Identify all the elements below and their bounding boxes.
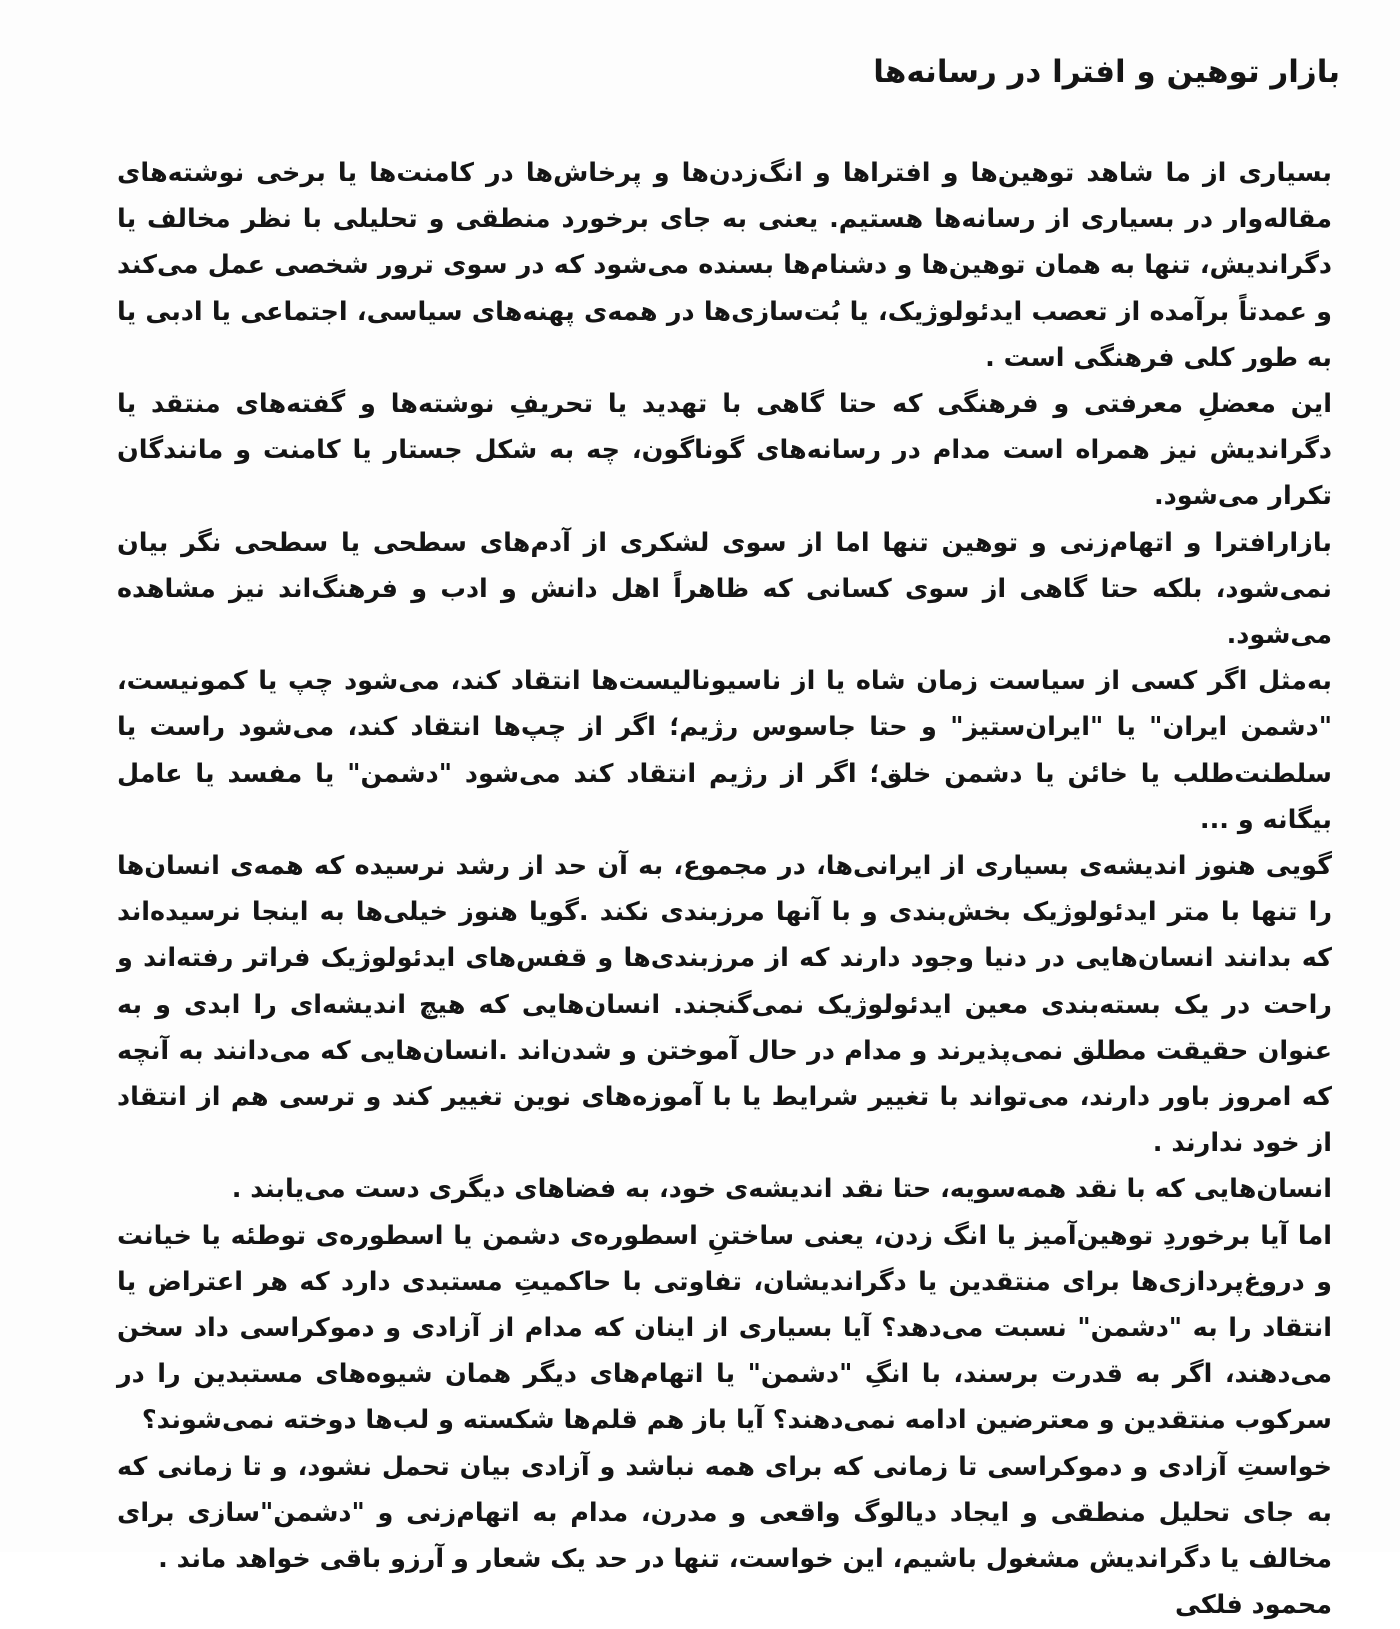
author-signature: محمود فلکی: [1175, 1590, 1332, 1621]
paragraph-8: خواستِ آزادی و دموکراسی تا زمانی که برای همه نباشد و آزادی بیان تحمل نشود، و تا زمانی که به جای تحلیل منطقی و ایجاد دیالوگ واقعی و مدرن، مدام به اتهام‌زنی و "دشمن"سازی برای مخالف یا دگراندیش مشغول باشیم، این خواست، تنها در حد یک شعار و آرزو باقی خواهد ماند .: [117, 1451, 1332, 1575]
paragraph-3: بازارافترا و اتهام‌زنی و توهین تنها اما از سوی لشکری از آدم‌های سطحی یا سطحی نگر بیان نمی‌شود، بلکه حتا گاهی از سوی کسانی که ظاهراً اهل دانش و ادب و فرهنگ‌اند نیز مشاهده می‌شود.: [117, 527, 1332, 651]
paragraph-1: بسیاری از ما شاهد توهین‌ها و افتراها و انگ‌زدن‌ها و پرخاش‌ها در کامنت‌ها یا برخی نوشته‌های مقاله‌وار در بسیاری از رسانه‌ها هستیم. یعنی به جای برخورد منطقی و تحلیلی با نظر مخالف یا دگراندیش، تنها به همان توهین‌ها و دشنام‌ها بسنده می‌شود که در سوی ترور شخصی عمل می‌کند و عمدتاً برآمده از تعصب ایدئولوژیک، یا بُت‌سازی‌ها در همه‌ی پهنه‌های سیاسی، اجتماعی یا ادبی یا به طور کلی فرهنگی است .: [117, 158, 1332, 373]
paragraph-6: انسان‌هایی که با نقد همه‌سویه، حتا نقد اندیشه‌ی خود، به فضاهای دیگری دست می‌یابند .: [231, 1174, 1332, 1205]
article-title: بازار توهین و افترا در رسانه‌ها: [873, 54, 1340, 90]
paragraph-4: به‌مثل اگر کسی از سیاست زمان شاه یا از ناسیونالیست‌ها انتقاد کند، می‌شود چپ یا کمونیست، "دشمن ایران" یا "ایران‌ستیز" و حتا جاسوس رژیم؛ اگر از چپ‌ها انتقاد کند، می‌شود راست یا سلطنت‌طلب یا خائن یا دشمن خلق؛ اگر از رژیم انتقاد کند می‌شود "دشمن" یا مفسد یا عامل بیگانه و ...: [117, 666, 1332, 835]
paragraph-5: گویی هنوز اندیشه‌ی بسیاری از ایرانی‌ها، در مجموع، به آن حد از رشد نرسیده که همه‌ی انسان‌ها را تنها با متر ایدئولوژیک بخش‌بندی و با آنها مرزبندی نکند .گویا هنوز خیلی‌ها به اینجا نرسیده‌اند که بدانند انسان‌هایی در دنیا وجود دارند که از مرزبندی‌ها و قفس‌های ایدئولوژیک فراتر رفته‌اند و راحت در یک بسته‌بندی معین ایدئولوژیک نمی‌گنجند. انسان‌هایی که هیچ اندیشه‌ای را ابدی و به عنوان حقیقت مطلق نمی‌پذیرند و مدام در حال آموختن و شدن‌اند .انسان‌هایی که می‌دانند به آنچه که امروز باور دارند، می‌تواند با تغییر شرایط یا با آموزه‌های نوین تغییر کند و ترسی هم از انتقاد از خود ندارند .: [117, 851, 1332, 1159]
article-body: [117, 150, 1332, 1629]
paragraph-2: این معضلِ معرفتی و فرهنگی که حتا گاهی با تهدید یا تحریفِ نوشته‌ها و گفته‌های منتقد یا دگراندیش نیز همراه است مدام در رسانه‌های گوناگون، چه به شکل جستار یا کامنت و مانندگان تکرار می‌شود.: [117, 389, 1332, 512]
paragraph-7: اما آیا برخوردِ توهین‌آمیز یا انگ زدن، یعنی ساختنِ اسطوره‌ی دشمن یا اسطوره‌ی توطئه یا خیانت و دروغ‌پردازی‌ها برای منتقدین یا دگراندیشان، تفاوتی با حاکمیتِ مستبدی دارد که هر اعتراض یا انتقاد را به "دشمن" نسبت می‌دهد؟ آیا بسیاری از اینان که مدام از آزادی و دموکراسی داد سخن می‌دهند، اگر به قدرت برسند، با انگِ "دشمن" یا اتهام‌های دیگر همان شیوه‌های مستبدین را در سرکوب منتقدین و معترضین ادامه نمی‌دهند؟ آیا باز هم قلم‌ها شکسته و لب‌ها دوخته نمی‌شوند؟: [117, 1220, 1332, 1436]
